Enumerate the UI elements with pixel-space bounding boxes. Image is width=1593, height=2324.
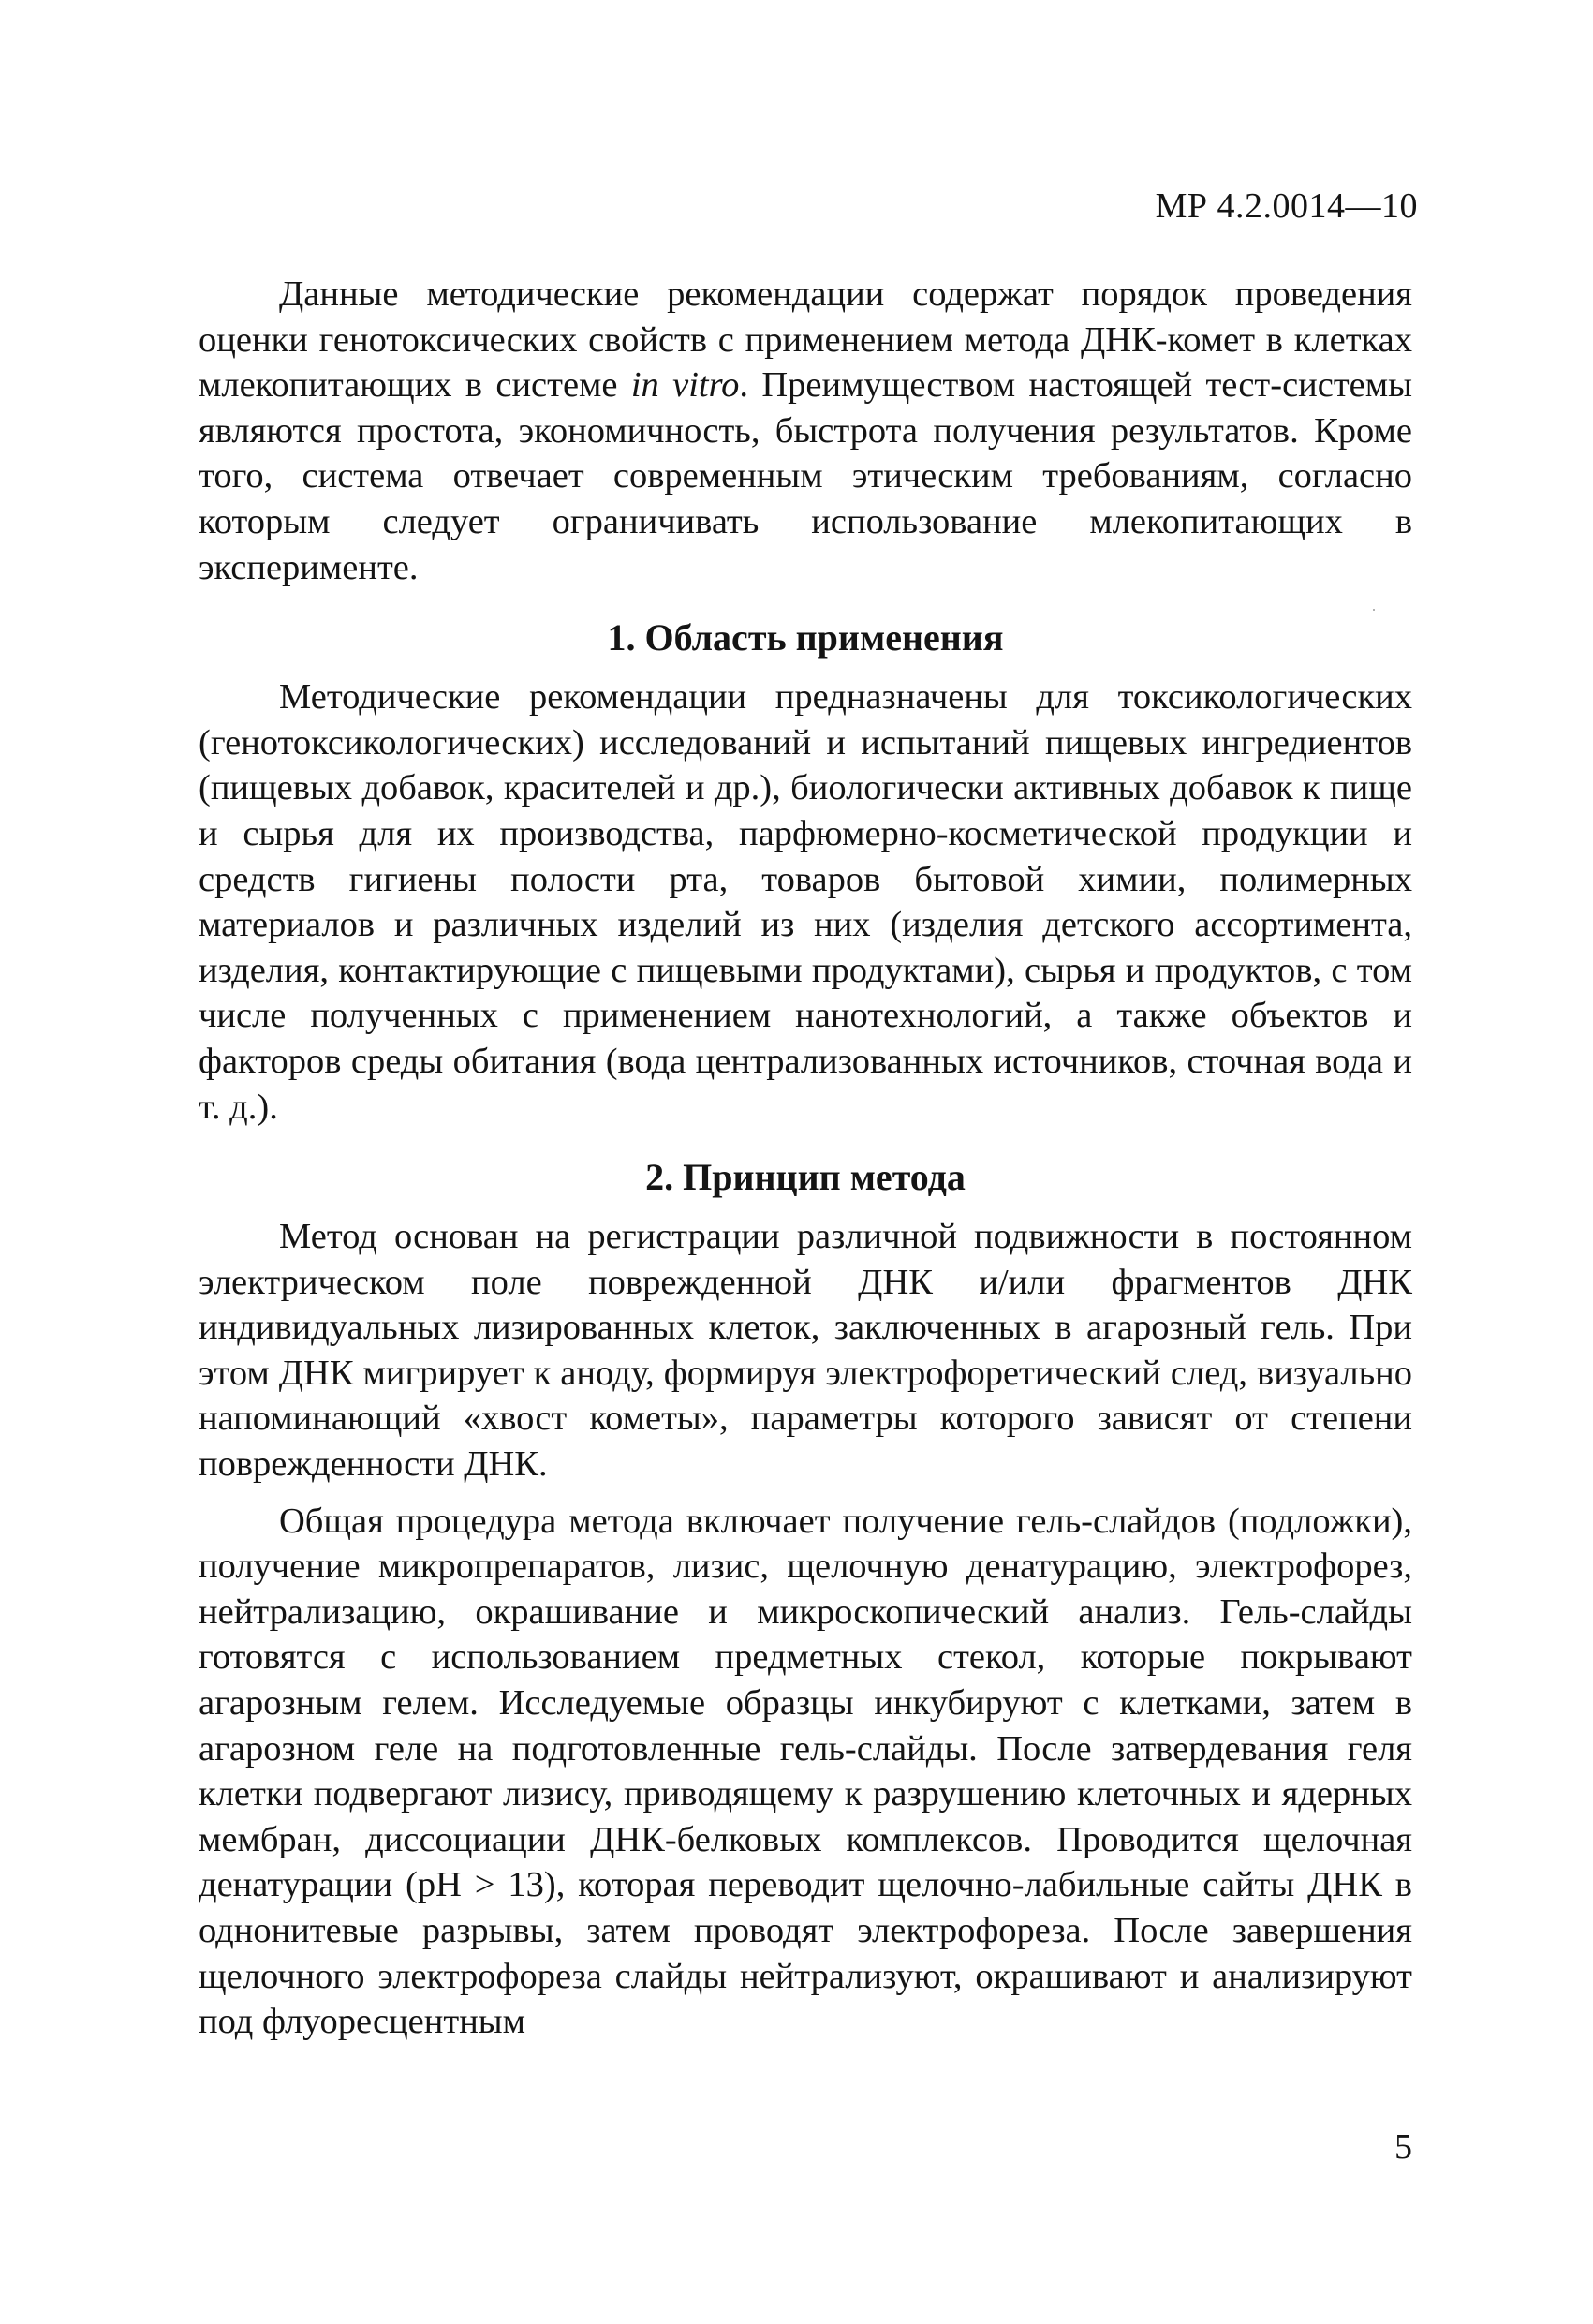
scan-speck <box>1373 609 1375 611</box>
intro-text-part2: . Преимуществом настоящей тест-системы являются простота, экономичность, быстрота получения результатов. Кроме того, система отвечает современным этическим требованиям, согласно которым следует ограничивать использование млекопитающих в эксперименте. <box>199 365 1412 587</box>
in-vitro-term: in vitro <box>630 365 740 406</box>
section-title-principle: 2. Принцип метода <box>645 1156 966 1199</box>
principle-paragraph-1: Метод основан на регистрации различной подвижности в постоянном электрическом поле поврежденной ДНК и/или фрагментов ДНК индивидуальных лизированных клеток, заключенных в агарозный гель. При этом ДНК мигрирует к аноду, формируя электрофоретический след, визуально напоминающий «хвост кометы», параметры которого зависят от степени поврежденности ДНК. <box>199 1217 1412 1485</box>
document-body <box>199 272 1412 2045</box>
page-number: 5 <box>1394 2127 1412 2167</box>
intro-text-part1: Данные методические рекомендации содержат порядок проведения оценки генотоксических свойств с применением метода ДНК-комет в клетках млекопитающих в системе <box>199 274 1412 406</box>
scope-paragraph: Методические рекомендации предназначены для токсикологических (генотоксикологических) исследований и испытаний пищевых ингредиентов (пищевых добавок, красителей и др.), биологически активных добавок к пище и сырья для их производства, парфюмерно-косметической продукции и средств гигиены полости рта, товаров бытовой химии, полимерных материалов и различных изделий из них (изделия детского ассортимента, изделия, контактирующие с пищевыми продуктами), сырья и продуктов, с том числе полученных с применением нанотехнологий, а также объектов и факторов среды обитания (вода централизованных источников, сточная вода и т. д.). <box>199 677 1412 1127</box>
principle-paragraph-2: Общая процедура метода включает получение гель-слайдов (подложки), получение микропрепаратов, лизис, щелочную денатурацию, электрофорез, нейтрализацию, окрашивание и микроскопический анализ. Гель-слайды готовятся с использованием предметных стекол, которые покрывают агарозным гелем. Исследуемые образцы инкубируют с клетками, затем в агарозном геле на подготовленные гель-слайды. После затвердевания геля клетки подвергают лизису, приводящему к разрушению клеточных и ядерных мембран, диссоциации ДНК-белковых комплексов. Проводится щелочная денатурации (pH > 13), которая переводит щелочно-лабильные сайты ДНК в однонитевые разрывы, затем проводят электрофореза. После завершения щелочного электрофореза слайды нейтрализуют, окрашивают и анализируют под флуоресцентным <box>199 1501 1412 2042</box>
document-code: МР 4.2.0014—10 <box>1155 186 1418 226</box>
intro-paragraph <box>199 272 1412 590</box>
section-title-scope: 1. Область применения <box>607 616 1004 659</box>
